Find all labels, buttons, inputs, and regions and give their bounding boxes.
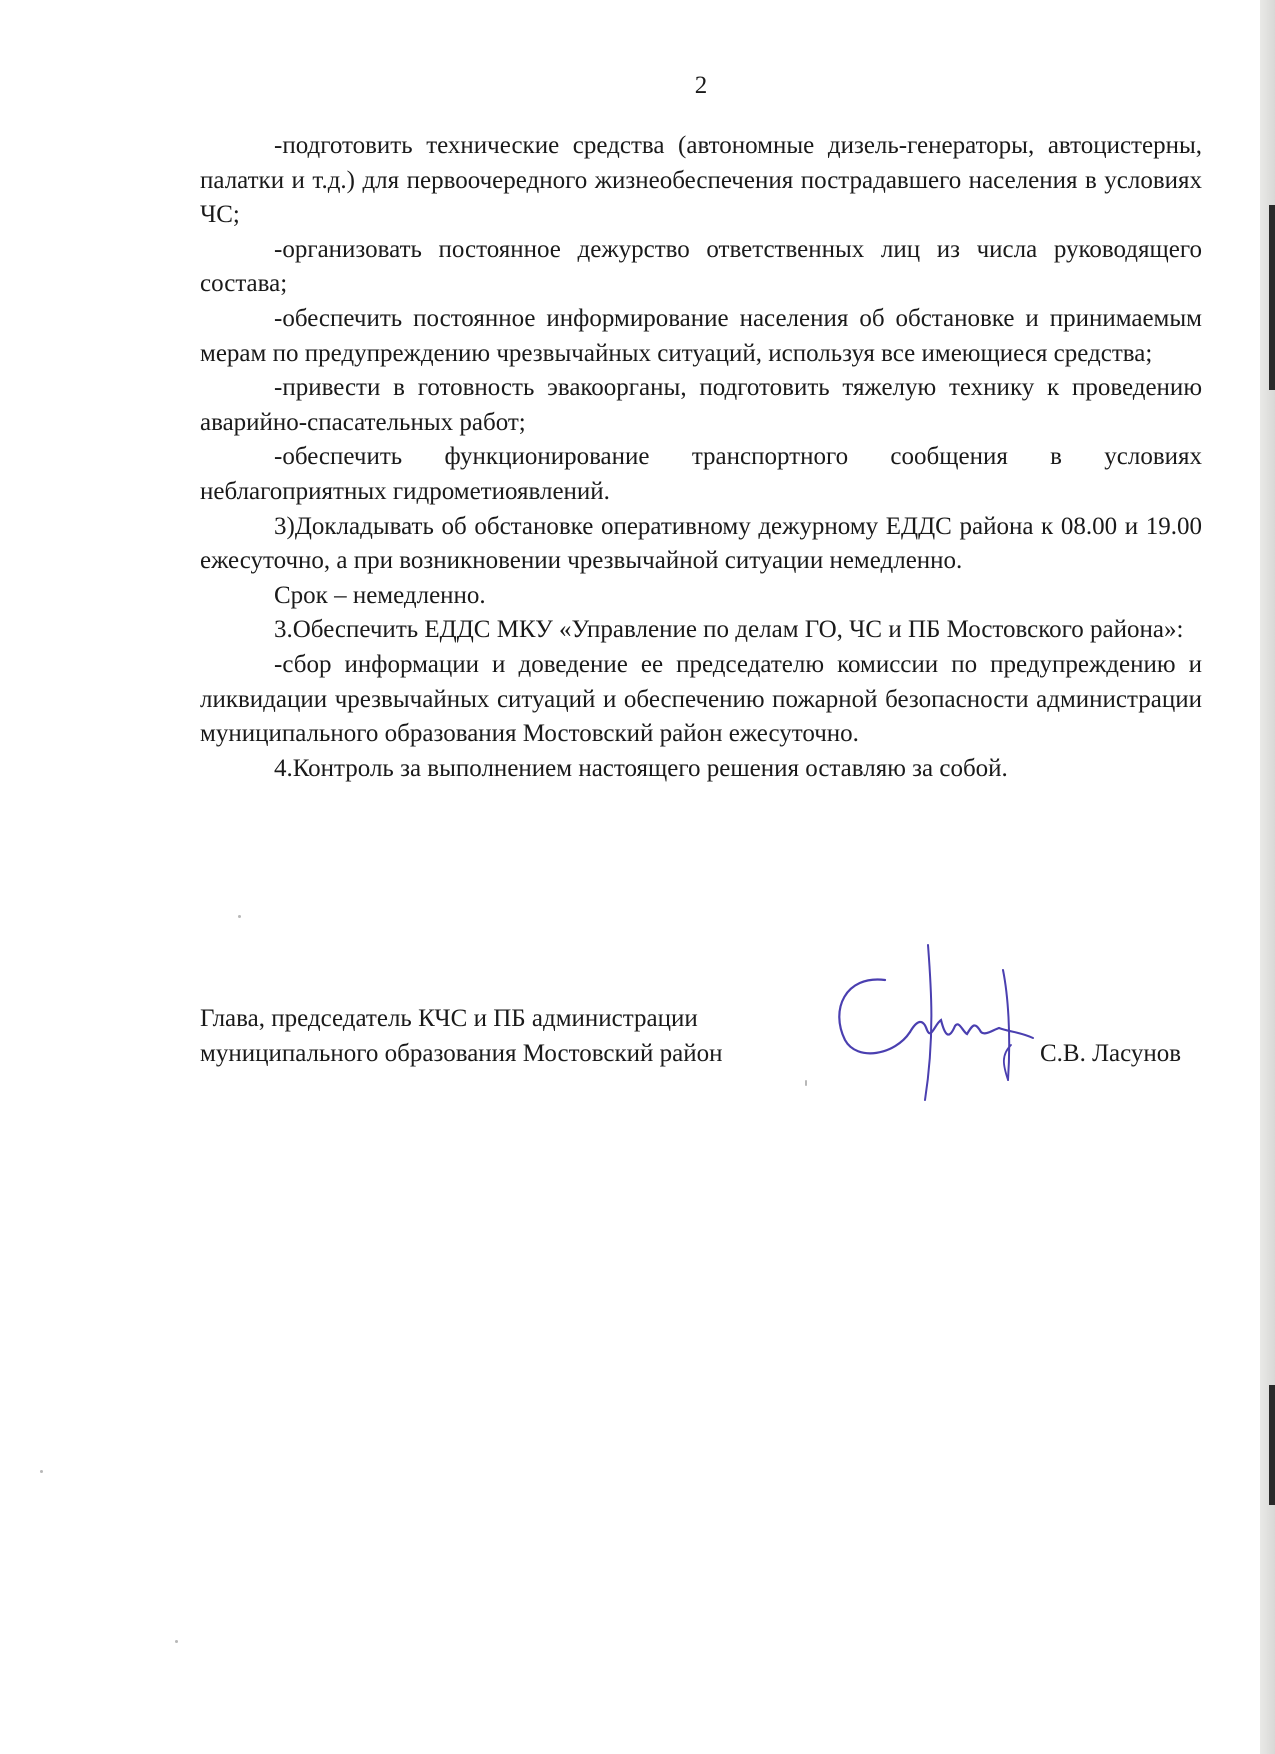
paragraph: -подготовить технические средства (автономные дизель-генераторы, автоцистерны, палатки и т.д.) для первоочередного жизнеобеспечения пострадавшего населения в условиях ЧС; <box>200 132 1202 229</box>
paragraph: 3)Докладывать об обстановке оперативному дежурному ЕДДС района к 08.00 и 19.00 ежесуточно, а при возникновении чрезвычайной ситуации немедленно. <box>200 512 1202 575</box>
scan-speck <box>805 1080 807 1086</box>
signatory-name: С.В. Ласунов <box>1040 1040 1182 1067</box>
paragraph: Срок – немедленно. <box>274 581 486 609</box>
paragraph: -обеспечить постоянное информирование населения об обстановке и принимаемым мерам по предупреждению чрезвычайных ситуаций, используя все имеющиеся средства; <box>200 304 1202 367</box>
position-line: муниципального образования Мостовский район <box>200 1040 723 1067</box>
scan-edge-mark <box>1269 205 1275 390</box>
handwritten-signature <box>825 940 1055 1110</box>
paragraph: -привести в готовность эвакоорганы, подготовить тяжелую технику к проведению аварийно-спасательных работ; <box>200 374 1202 436</box>
paragraph: 4.Контроль за выполнением настоящего решения оставляю за собой. <box>274 754 1008 782</box>
scan-speck <box>175 1640 178 1643</box>
scan-speck <box>238 915 241 918</box>
scan-edge-mark <box>1269 1385 1275 1505</box>
paragraph: -организовать постоянное дежурство ответственных лиц из числа руководящего состава; <box>200 235 1202 298</box>
scan-speck <box>40 1470 43 1473</box>
paragraph: -сбор информации и доведение ее председателю комиссии по предупреждению и ликвидации чрезвычайных ситуаций и обеспечению пожарной безопасности администрации муниципального образования Мостовский район ежесуточно. <box>200 650 1202 748</box>
position-line: Глава, председатель КЧС и ПБ администрации <box>200 1005 698 1032</box>
paragraph: -обеспечить функционирование транспортного сообщения в условиях неблагоприятных гидрометиоявлений. <box>200 443 1202 505</box>
document-body <box>200 129 1202 786</box>
signatory-position <box>200 1001 722 1071</box>
paragraph: 3.Обеспечить ЕДДС МКУ «Управление по делам ГО, ЧС и ПБ Мостовского района»: <box>274 616 1184 644</box>
page-number: 2 <box>694 72 708 99</box>
